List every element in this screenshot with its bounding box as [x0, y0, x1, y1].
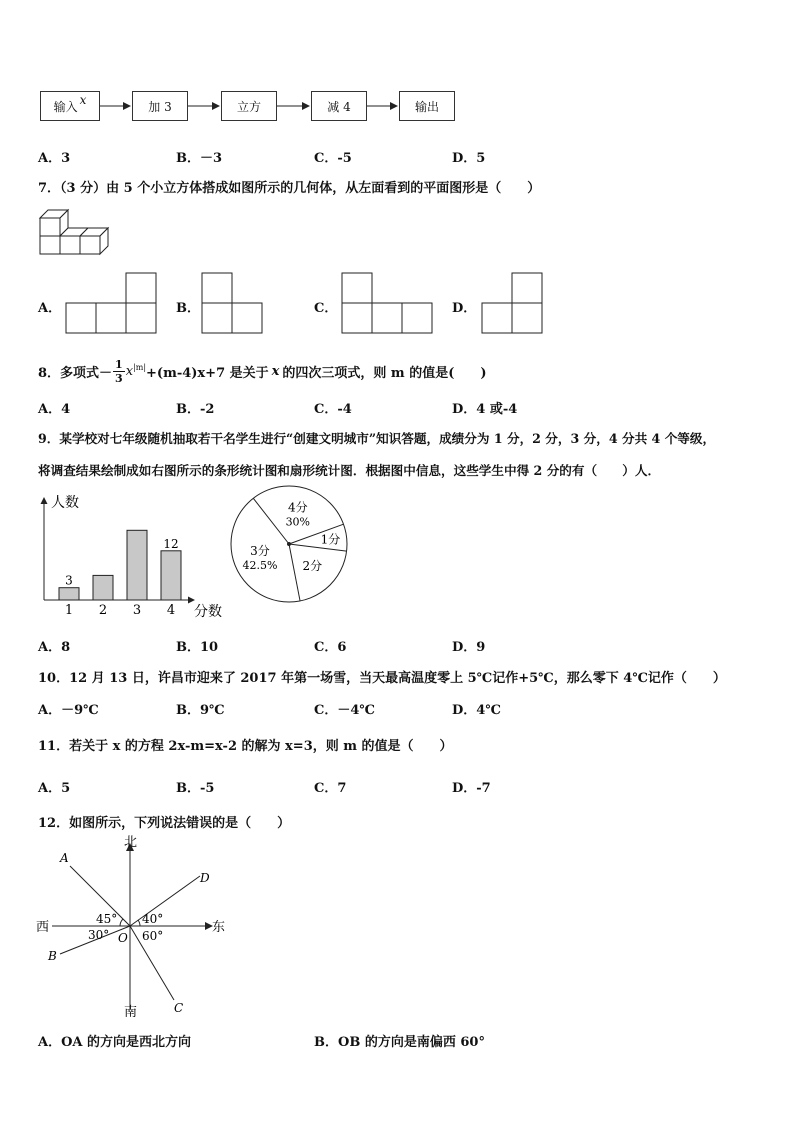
bar-2: [93, 575, 113, 600]
bar-1: [59, 588, 79, 600]
arc-40: [138, 920, 140, 926]
pie-slice-percent: 42.5%: [242, 559, 278, 573]
option-text: -4: [337, 402, 352, 417]
flow-box-input: [40, 91, 100, 121]
ray-od: [130, 876, 200, 926]
option-letter: A．: [38, 703, 62, 718]
q7-option-d-figure: [480, 272, 544, 336]
q8-frac-den: 3: [115, 372, 123, 385]
option-text: 3: [61, 151, 71, 166]
q7-option-a[interactable]: A．: [38, 301, 62, 316]
option-letter: C．: [314, 640, 338, 655]
option-text: -7: [476, 781, 491, 796]
bar-chart: [34, 490, 234, 624]
pie-center: [287, 542, 291, 546]
option-text: 10: [200, 640, 219, 655]
option-letter: C．: [314, 151, 338, 166]
flow-input-label: 输入: [53, 99, 78, 114]
q8-middle: +(m-4)x+7 是关于: [146, 366, 269, 381]
q9-option-a[interactable]: [38, 636, 70, 655]
label-angle-40: 40°: [142, 912, 164, 926]
q12-option-b[interactable]: [314, 1031, 485, 1050]
label-a: A: [60, 851, 69, 865]
q8-exponent: |m|: [133, 363, 147, 372]
option-text: －4℃: [337, 703, 375, 718]
bar-tick-label: 3: [132, 603, 142, 618]
bar-4: [161, 551, 181, 600]
option-text: -5: [337, 151, 352, 166]
q11-option-c[interactable]: [314, 777, 346, 796]
bar-tick-label: 1: [64, 603, 74, 618]
q7-option-b-figure: [200, 272, 264, 336]
flow-sub4-label: 减 4: [327, 99, 351, 114]
option-letter: B．: [176, 781, 200, 796]
flow-output-label: 输出: [414, 99, 439, 114]
q7-option-b[interactable]: B．: [176, 301, 200, 316]
q8-var-x2: x: [271, 364, 280, 379]
option-text: 5: [476, 151, 486, 166]
q10-stem: 10．12 月 13 日，许昌市迎来了 2017 年第一场雪，当天最高温度零上 5℃记作+5℃，那么零下 4℃记作（ ）: [38, 671, 726, 686]
compass-figure: [34, 832, 234, 1018]
option-letter: A．: [38, 781, 62, 796]
option-letter: A．: [38, 402, 62, 417]
label-d: D: [200, 871, 210, 885]
q6-option-c[interactable]: [314, 147, 352, 166]
pie-slice-label: 3分: [250, 544, 270, 559]
label-angle-45: 45°: [96, 912, 118, 926]
option-letter: B．: [314, 1035, 338, 1050]
q11-option-b[interactable]: [176, 777, 214, 796]
bar-tick-label: 2: [98, 603, 108, 618]
bar-data-label: 12: [163, 536, 179, 551]
q10-option-a[interactable]: [38, 699, 99, 718]
q9-option-c[interactable]: [314, 636, 346, 655]
arc-45: [120, 919, 123, 926]
option-text: 4 或-4: [476, 402, 518, 417]
option-letter: A．: [38, 640, 62, 655]
option-text: 6: [337, 640, 347, 655]
option-letter: C．: [314, 781, 338, 796]
q11-stem: 11．若关于 x 的方程 2x-m=x-2 的解为 x=3，则 m 的值是（ ）: [38, 739, 453, 754]
q7-option-a-figure: [64, 272, 158, 336]
q9-stem-line2: 将调查结果绘制成如右图所示的条形统计图和扇形统计图．根据图中信息，这些学生中得 2 分的有（ ）人．: [38, 463, 661, 478]
flow-arrows: [98, 96, 458, 116]
option-letter: D．: [452, 703, 477, 718]
option-text: 4: [61, 402, 71, 417]
q9-option-b[interactable]: [176, 636, 218, 655]
q8-suffix: 的四次三项式，则 m 的值是( ): [282, 366, 487, 381]
bar-data-label: 3: [65, 573, 73, 588]
option-letter: B．: [176, 402, 200, 417]
label-north: 北: [124, 835, 138, 850]
q11-option-a[interactable]: [38, 777, 70, 796]
q8-option-a[interactable]: [38, 398, 70, 417]
q8-stem: [38, 358, 487, 385]
bar-tick-label: 4: [166, 603, 176, 618]
label-south: 南: [124, 1005, 138, 1018]
q8-option-d[interactable]: [452, 398, 517, 417]
option-text: 4℃: [476, 703, 501, 718]
label-o: O: [118, 931, 128, 945]
q7-option-c[interactable]: C．: [314, 301, 338, 316]
pie-slice-percent: 30%: [285, 515, 311, 529]
q6-option-a[interactable]: [38, 147, 70, 166]
flow-input-var: x: [79, 93, 87, 107]
label-c: C: [174, 1001, 184, 1015]
pie-chart: [226, 484, 352, 610]
q8-fraction: [113, 358, 125, 385]
option-text: 9℃: [200, 703, 225, 718]
q10-option-b[interactable]: [176, 699, 225, 718]
option-letter: C．: [314, 703, 338, 718]
bar-3: [127, 530, 147, 600]
q7-option-c-figure: [340, 272, 434, 336]
q6-option-b[interactable]: [176, 147, 222, 166]
q7-option-d[interactable]: D．: [452, 301, 477, 316]
q8-var-x: x: [125, 364, 134, 379]
option-letter: B．: [176, 151, 200, 166]
q8-frac-num: 1: [115, 358, 123, 371]
option-letter: A．: [38, 1035, 62, 1050]
option-text: OA 的方向是西北方向: [61, 1035, 192, 1050]
option-letter: B．: [176, 703, 200, 718]
label-west: 西: [36, 920, 50, 935]
option-text: －9℃: [61, 703, 99, 718]
q7-solid-figure: [36, 206, 110, 256]
option-letter: D．: [452, 640, 477, 655]
option-letter: D．: [452, 781, 477, 796]
q10-option-d[interactable]: [452, 699, 501, 718]
label-angle-30: 30°: [88, 928, 110, 942]
option-text: 9: [476, 640, 486, 655]
label-angle-60: 60°: [142, 929, 164, 943]
q12-stem: 12．如图所示，下列说法错误的是（ ）: [38, 816, 291, 831]
pie-slice-label: 2分: [302, 558, 323, 573]
option-letter: A．: [38, 151, 62, 166]
q7-stem: 7．（3 分）由 5 个小立方体搭成如图所示的几何体，从左面看到的平面图形是（ ）: [38, 181, 541, 196]
option-text: OB 的方向是南偏西 60°: [338, 1035, 485, 1050]
q9-option-d[interactable]: [452, 636, 485, 655]
flow-add3-label: 加 3: [148, 99, 172, 114]
option-letter: D．: [452, 402, 477, 417]
label-b: B: [48, 949, 57, 963]
option-text: 5: [61, 781, 71, 796]
q8-prefix: 8．多项式－: [38, 366, 113, 381]
option-letter: D．: [452, 151, 477, 166]
option-letter: C．: [314, 402, 338, 417]
q10-option-c[interactable]: [314, 699, 375, 718]
q11-option-d[interactable]: [452, 777, 491, 796]
option-text: －3: [200, 151, 223, 166]
q8-option-c[interactable]: [314, 398, 352, 417]
bar-ylabel: 人数: [51, 495, 79, 511]
option-letter: B．: [176, 640, 200, 655]
option-text: -2: [200, 402, 215, 417]
label-east: 东: [212, 920, 226, 935]
bar-xlabel: 分数: [194, 604, 222, 620]
option-text: 7: [337, 781, 347, 796]
q6-option-d[interactable]: [452, 147, 485, 166]
q12-option-a[interactable]: [38, 1031, 191, 1050]
pie-slice-label: 1分: [320, 532, 341, 547]
pie-slice-label: 4分: [287, 500, 308, 515]
option-text: 8: [61, 640, 71, 655]
flow-cube-label: 立方: [236, 99, 261, 114]
q8-option-b[interactable]: [176, 398, 214, 417]
option-text: -5: [200, 781, 215, 796]
q9-stem-line1: 9．某学校对七年级随机抽取若干名学生进行“创建文明城市”知识答题，成绩分为 1 分，2 分，3 分，4 分共 4 个等级，: [38, 431, 716, 446]
